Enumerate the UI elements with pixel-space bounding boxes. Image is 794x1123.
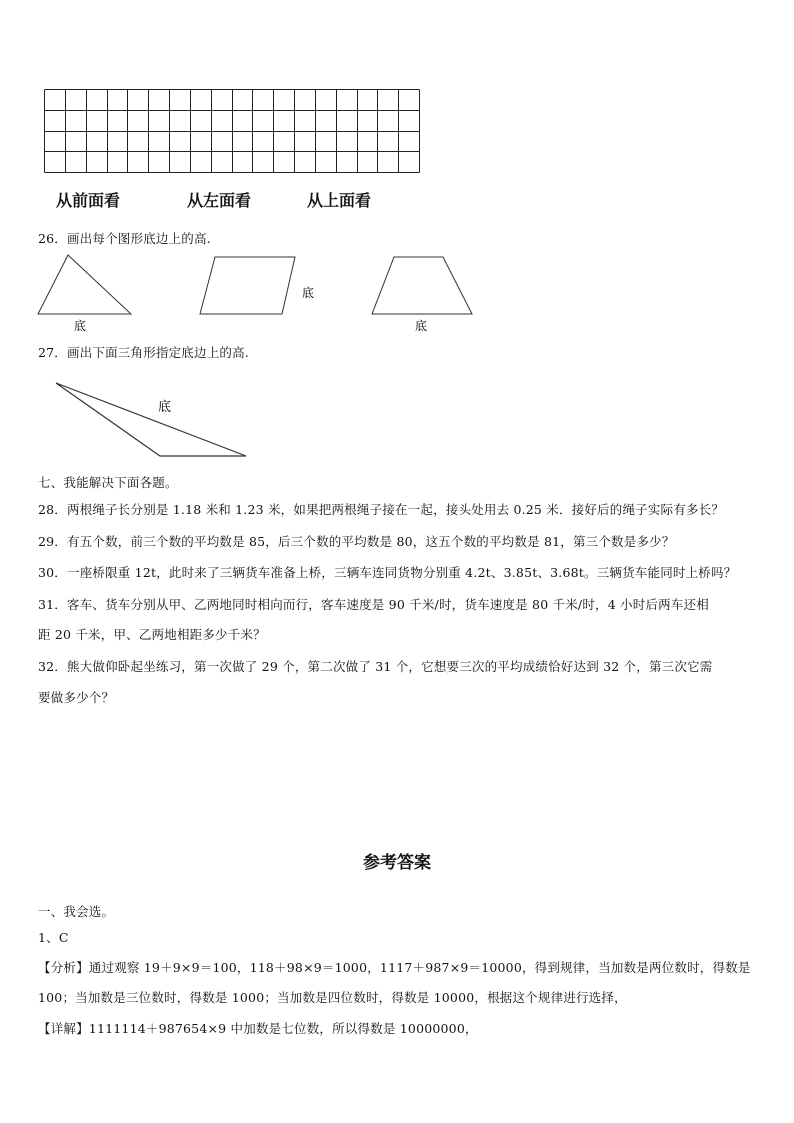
answers-section-1: 一、我会选。 (38, 904, 115, 919)
problem-28: 28．两根绳子长分别是 1.18 米和 1.23 米，如果把两根绳子接在一起，接头处用去 0.25 米．接好后的绳子实际有多长？ (38, 502, 725, 517)
view-label-top: 从上面看 (307, 191, 372, 210)
q26-trapezoid-base-label: 底 (415, 319, 428, 333)
section-7-heading: 七、我能解决下面各题。 (38, 475, 178, 490)
answer-detail: 【详解】1111114＋987654×9 中加数是七位数，所以得数是 10000000， (38, 1021, 478, 1036)
question-27: 27．画出下面三角形指定底边上的高. (38, 345, 249, 360)
q26-trapezoid (372, 257, 472, 314)
problem-32-line1: 32．熊大做仰卧起坐练习，第一次做了 29 个，第二次做了 31 个，它想要三次的平均成绩恰好达到 32 个，第三次它需 (38, 659, 713, 674)
problem-30: 30．一座桥限重 12t，此时来了三辆货车准备上桥，三辆车连同货物分别重 4.2t、3.85t、3.68t。三辆货车能同时上桥吗？ (38, 565, 737, 580)
q27-base-label: 底 (158, 400, 172, 415)
view-label-left: 从左面看 (187, 191, 252, 210)
q26-parallelogram-base-label: 底 (302, 286, 315, 300)
problem-32-line2: 要做多少个？ (38, 690, 115, 705)
answer-analysis-line1: 【分析】通过观察 19＋9×9＝100，118＋98×9＝1000，1117＋987×9＝10000，得到规律，当加数是两位数时，得数是 (38, 960, 751, 975)
q27-figure (50, 378, 260, 462)
problem-29: 29．有五个数，前三个数的平均数是 85，后三个数的平均数是 80，这五个数的平均数是 81，第三个数是多少？ (38, 534, 675, 549)
q26-figures (30, 252, 500, 334)
q26-triangle (38, 255, 131, 314)
answers-title: 参考答案 (363, 853, 431, 873)
q26-parallelogram (200, 257, 295, 314)
view-label-front: 从前面看 (56, 191, 121, 210)
problem-31-line1: 31．客车、货车分别从甲、乙两地同时相向而行，客车速度是 90 千米/时，货车速度是 80 千米/时，4 小时后两车还相 (38, 597, 709, 612)
q27-triangle (56, 383, 246, 456)
q26-triangle-base-label: 底 (74, 319, 87, 333)
question-26: 26．画出每个图形底边上的高. (38, 231, 211, 246)
answer-analysis-line2: 100；当加数是三位数时，得数是 1000；当加数是四位数时，得数是 10000，根据这个规律进行选择， (38, 990, 627, 1005)
problem-31-line2: 距 20 千米，甲、乙两地相距多少千米？ (38, 627, 266, 642)
drawing-grid (44, 89, 420, 173)
answer-item-1: 1、C (38, 930, 69, 945)
